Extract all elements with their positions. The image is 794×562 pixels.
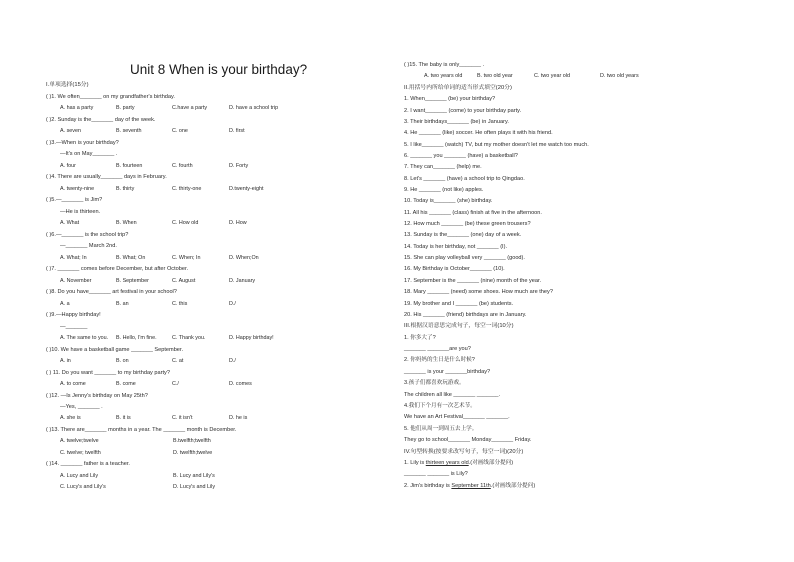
option-d: D./: [229, 358, 236, 364]
option-d: D. Forty: [229, 162, 249, 169]
translate-line: We have an Art Festival_______ _______.: [404, 414, 510, 421]
sentence-prefix: 1. Lily is: [404, 460, 426, 466]
fill-in-item: 2. I want_______ (come) to your birthday party.: [404, 107, 522, 114]
option-b: B. an: [116, 300, 129, 307]
option-a: A. has a party: [60, 105, 94, 112]
option-a: A. to come: [60, 381, 86, 387]
option-c: C. How old: [172, 220, 199, 227]
question-stem: ( ) 11. Do you want _______ to my birthday party?: [46, 369, 170, 376]
question-stem: ( )3.—When is your birthday?: [46, 140, 119, 146]
question-stem: ( )5.—_______ is Jim?: [46, 197, 103, 204]
option-a: A. she is: [60, 415, 81, 422]
question-stem: ( )10. We have a basketball game _______ September.: [46, 346, 184, 353]
fill-in-item: 8. Let's _______ (have) a school trip to Qingdao.: [404, 175, 525, 182]
option-a: A. twenty-nine: [60, 185, 95, 192]
sentence-prefix: 2. Jim's birthday is: [404, 482, 452, 489]
underlined-phrase: thirteen years old: [425, 460, 469, 466]
option-a: A. November: [60, 277, 92, 284]
fill-in-item: 11. All his _______ (class) finish at five in the afternoon.: [404, 209, 542, 216]
option-b: B. What; On: [116, 254, 146, 261]
question-stem: ( )12. —Is Jenny's birthday on May 25th?: [46, 392, 148, 399]
question-stem: ( )1. We often_______ on my grandfather's birthday.: [46, 94, 175, 100]
option-c: C. When; In: [172, 254, 201, 261]
option-c: C. it isn't: [172, 415, 193, 422]
fill-in-item: 15. She can play volleyball very _______ (good).: [404, 255, 525, 262]
option-b: B. fourteen: [116, 162, 143, 169]
question-stem: ( )4. There are usually_______ days in February.: [46, 174, 167, 181]
option-d: D. comes: [229, 381, 252, 387]
option-a: A. a: [60, 300, 70, 307]
section-heading-transform: IV.句型转换(按要求改写句子，每空一词)(20分): [404, 448, 524, 455]
translate-line: 5. 他们从周一到周五去上学。: [404, 425, 478, 432]
question-sub-line: —_______: [60, 323, 88, 330]
option-d: D. he is: [229, 415, 248, 422]
option-c: C. twelve; twelfth: [60, 449, 101, 456]
translate-line: 2. 你妈妈的生日是什么时候?: [404, 357, 475, 364]
translate-line: The children all like _______ _______.: [404, 391, 501, 398]
question-sub-line: —Yes, _______ .: [60, 404, 103, 410]
option-a: A. in: [60, 358, 71, 364]
question-stem: ( )7. _______ comes before December, but after October.: [46, 266, 189, 273]
fill-in-item: 7. They can_______ (help) me.: [404, 164, 482, 171]
section-heading-fill: II.用括号内所给单词的适当形式填空(20分): [404, 84, 512, 91]
translate-line: 3.孩子们都喜欢玩游戏。: [404, 380, 465, 387]
option-a: A. Lucy and Lily: [60, 472, 99, 479]
option-b: B.twelfth;twelfth: [173, 438, 211, 445]
option-d: D. When;On: [229, 254, 259, 261]
question-stem: ( )15. The baby is only_______ .: [404, 62, 485, 68]
option-c: C. fourth: [172, 162, 193, 169]
option-b: B. come: [116, 381, 136, 387]
instruction-suffix: .(对画线部分提问): [468, 460, 514, 466]
fill-in-item: 19. My brother and I _______ (be) students.: [404, 300, 514, 307]
option-c: C. August: [172, 277, 196, 284]
question-sub-line: —_______ March 2nd.: [60, 243, 117, 250]
question-stem: ( )8. Do you have_______ art festival in your school?: [46, 289, 177, 296]
fill-in-item: 13. Sunday is the_______ (one) day of a week.: [404, 232, 522, 239]
option-a: A. two years old: [424, 73, 463, 80]
option-b: B. it is: [116, 415, 131, 422]
option-c: C. at: [172, 358, 184, 364]
option-d: D. How: [229, 220, 247, 227]
translate-line: 1. 你多大了?: [404, 334, 436, 341]
instruction-suffix: .(对画线部分提问): [490, 482, 536, 489]
fill-in-item: 4. He _______ (like) soccer. He often plays it with his friend.: [404, 130, 553, 137]
fill-in-item: 17. September is the _______ (nine) month of the year.: [404, 277, 542, 284]
option-b: B. party: [116, 105, 135, 112]
option-d: D. Lucy's and Lily: [173, 484, 216, 490]
question-stem: ( )13. There are_______ months in a year. The _______ month is December.: [46, 427, 237, 433]
fill-in-item: 14. Today is her birthday, not _______ (I).: [404, 243, 508, 250]
transform-line: _______ _______ is Lily?: [404, 471, 468, 478]
option-c: C. thirty-one: [172, 185, 202, 192]
fill-in-item: 20. His _______ (friend) birthdays are in January.: [404, 311, 527, 318]
option-d: D. Happy birthday!: [229, 335, 274, 341]
option-a: A. What: [60, 220, 80, 227]
option-b: B. Lucy and Lily's: [173, 472, 215, 479]
option-a: A. four: [60, 162, 76, 169]
fill-in-item: 3. Their birthdays_______ (be) in January.: [404, 118, 509, 125]
option-b: B. Hello, I'm fine.: [116, 335, 157, 341]
page-title: Unit 8 When is your birthday?: [130, 62, 308, 77]
option-a: A. twelve;twelve: [60, 438, 99, 445]
option-b: B. When: [116, 220, 137, 227]
fill-in-item: 16. My Birthday is October_______ (10).: [404, 266, 505, 273]
option-d: D.twenty-eight: [229, 185, 264, 192]
option-a: A. What; In: [60, 254, 87, 261]
option-d: D. two old years: [600, 73, 639, 80]
option-b: B. two old year: [477, 73, 513, 80]
option-c: C. Lucy's and Lily's: [60, 484, 106, 490]
transform-line: [404, 483, 535, 490]
option-c: C. two year old: [534, 73, 570, 80]
translate-line: 4.我们下个月有一次艺术节。: [404, 403, 476, 409]
fill-in-item: 9. He _______ (not like) apples.: [404, 187, 484, 193]
question-stem: ( )6.—_______ is the school trip?: [46, 231, 129, 238]
fill-in-item: 10. Today is_______ (she) birthday.: [404, 198, 493, 205]
option-d: D. January: [229, 277, 256, 284]
option-b: B. September: [116, 277, 149, 284]
question-stem: ( )2. Sunday is the_______ day of the week.: [46, 117, 156, 123]
fill-in-item: 5. I like_______ (watch) TV, but my mother doesn't let me watch too much.: [404, 141, 589, 148]
option-d: D. twelfth;twelve: [173, 449, 213, 456]
option-d: D./: [229, 300, 236, 307]
option-c: C. this: [172, 300, 188, 307]
question-sub-line: —It's on May_______ .: [60, 151, 118, 158]
option-b: B. on: [116, 358, 129, 364]
fill-in-item: 6. _______ you _______ (have) a basketball?: [404, 152, 518, 159]
option-b: B. seventh: [116, 128, 142, 135]
option-c: C.have a party: [172, 105, 208, 112]
fill-in-item: 12. How much _______ (be) these green trousers?: [404, 221, 531, 228]
fill-in-item: 1. When_______ (be) your birthday?: [404, 96, 496, 103]
fill-in-item: 18. Mary _______ (need) some shoes. How much are they?: [404, 289, 553, 296]
section-heading-choice: I.单项选择(15分): [46, 82, 89, 88]
option-a: A. seven: [60, 128, 81, 135]
option-d: D. first: [229, 128, 245, 135]
transform-line: [404, 460, 513, 467]
option-c: C. one: [172, 128, 188, 135]
section-heading-translate: III.根据汉语意思完成句子，每空一词(10分): [404, 323, 514, 330]
translate-line: _______ _______are you?: [404, 346, 471, 352]
question-stem: ( )14. _______ father is a teacher.: [46, 461, 130, 468]
option-c: C./: [172, 381, 179, 387]
option-a: A. The same to you.: [60, 335, 109, 341]
option-b: B. thirty: [116, 185, 135, 192]
question-stem: ( )9.—Happy birthday!: [46, 312, 101, 319]
option-d: D. have a school trip: [229, 105, 279, 112]
translate-line: _______ is your _______birthday?: [404, 368, 491, 375]
question-sub-line: —He is thirteen.: [60, 208, 101, 215]
option-c: C. Thank you.: [172, 335, 206, 341]
translate-line: They go to school_______ Monday_______ Friday.: [404, 437, 532, 444]
underlined-phrase: September 11th: [451, 482, 491, 489]
